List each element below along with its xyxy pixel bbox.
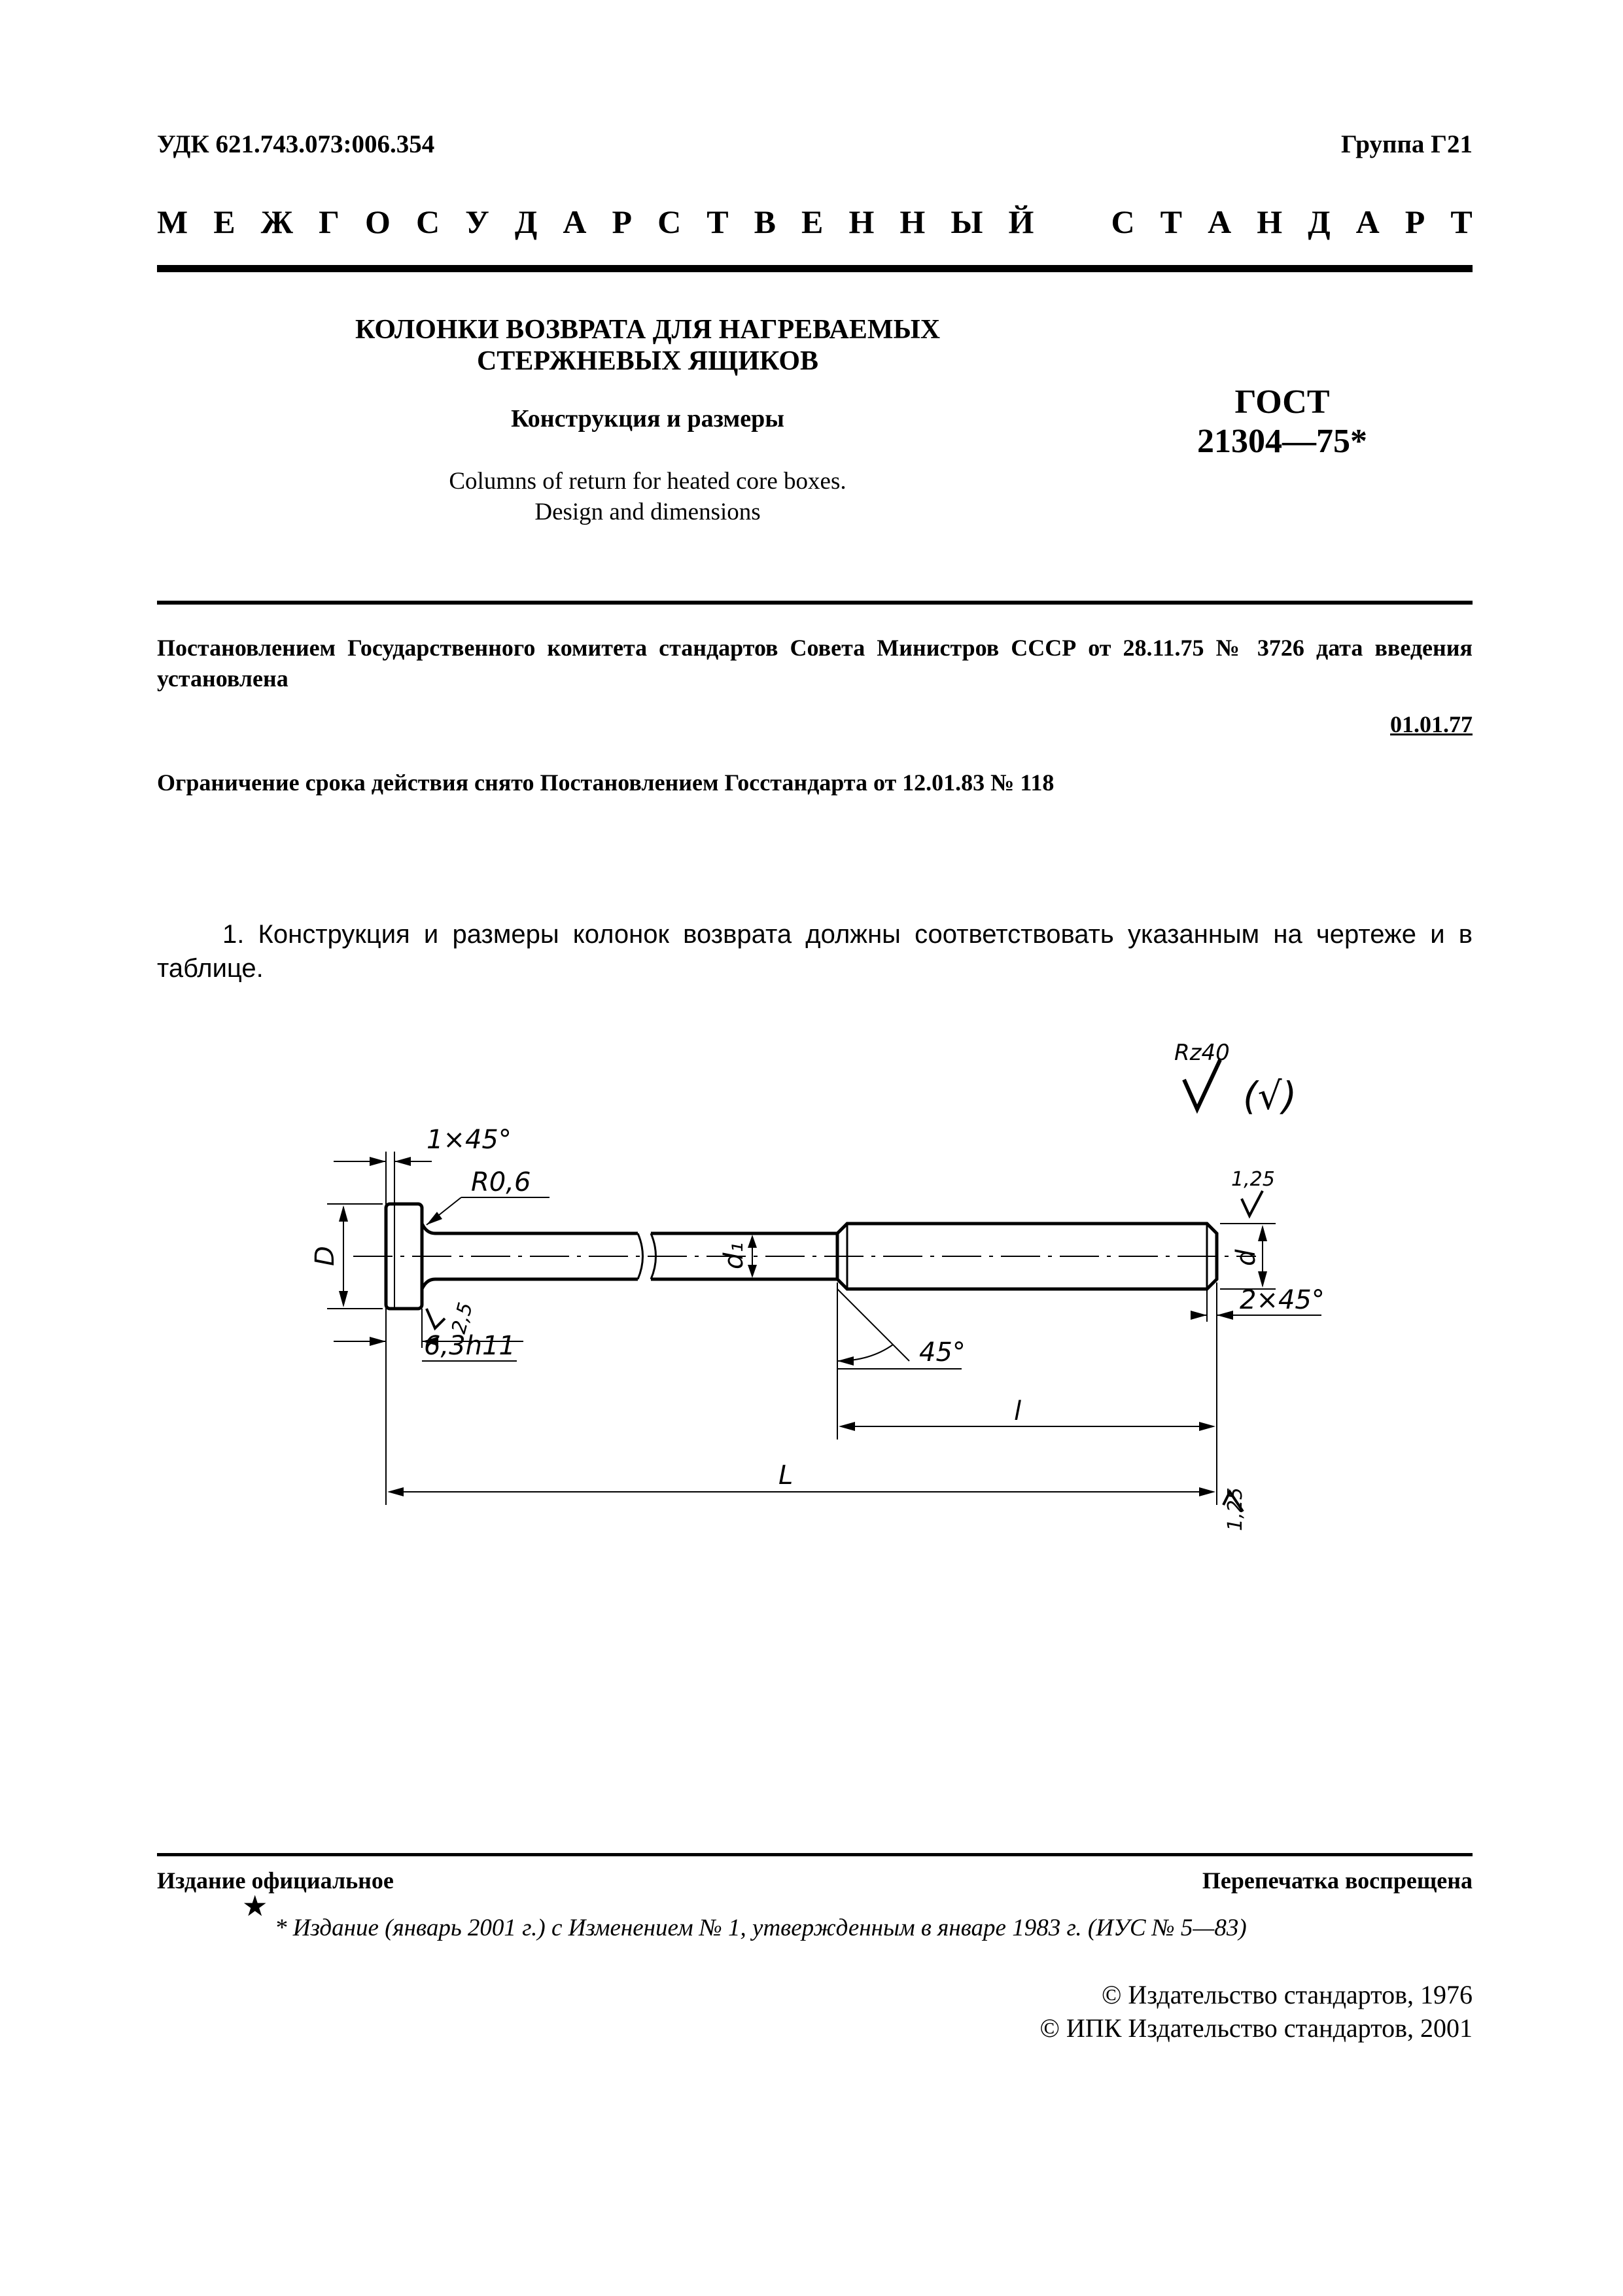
- interstate-standard-heading: [157, 203, 1473, 241]
- heading-letter: С: [657, 203, 682, 240]
- heading-letter: Р: [612, 203, 633, 240]
- thread-length-label: l: [1014, 1396, 1022, 1426]
- heading-letter: Т: [707, 203, 729, 240]
- group-code: Группа Г21: [1340, 130, 1473, 158]
- heading-letter: Н: [899, 203, 926, 240]
- arrow: [370, 1337, 386, 1346]
- title-line-2: СТЕРЖНЕВЫХ ЯЩИКОВ: [476, 346, 819, 376]
- paragraph-1: 1. Конструкция и размеры колонок возврата должны соответствовать указанным на чертеже и в таблице.: [157, 920, 1473, 983]
- gost-number: 21304—75*: [1197, 423, 1367, 460]
- copyright-1976: © Издательство стандартов, 1976: [1101, 1980, 1473, 2009]
- arrow: [1258, 1225, 1267, 1241]
- udk-code: УДК 621.743.073:006.354: [157, 130, 435, 158]
- arrow: [339, 1291, 348, 1307]
- radius-label: R0,6: [471, 1167, 531, 1197]
- arrow: [1191, 1311, 1207, 1320]
- english-title-line-1: Columns of return for heated core boxes.: [449, 468, 846, 495]
- diameter-end-label: d: [1231, 1249, 1261, 1266]
- heading-letter: В: [754, 203, 776, 240]
- document-subtitle: Конструкция и размеры: [511, 405, 784, 433]
- gost-designation: [1178, 383, 1387, 461]
- chamfer-head-label: 1×45°: [427, 1125, 512, 1155]
- rz-label: Rz40: [1174, 1040, 1230, 1066]
- top-rule: [157, 265, 1473, 272]
- heading-letter: Ы: [951, 203, 983, 240]
- heading-letter: А: [1208, 203, 1232, 240]
- heading-letter: Й: [1008, 203, 1034, 240]
- head-thickness-label: 6,3h11: [424, 1331, 515, 1361]
- heading-letter: Т: [1160, 203, 1183, 240]
- heading-letter: Н: [848, 203, 875, 240]
- heading-gap: [1059, 203, 1085, 241]
- arrow: [1199, 1487, 1215, 1496]
- heading-letter: С: [1111, 203, 1135, 240]
- heading-letter: Е: [213, 203, 236, 240]
- heading-letter: С: [415, 203, 440, 240]
- technical-drawing: [275, 1034, 1348, 1597]
- roughness-head-label: 2,5: [447, 1299, 478, 1337]
- middle-rule: [157, 601, 1473, 605]
- angle-arc: [837, 1345, 893, 1361]
- roughness-face-label: 1,25: [1224, 1487, 1247, 1531]
- limitation-text: Ограничение срока действия снято Постановлением Госстандарта от 12.01.83 № 118: [157, 769, 1055, 796]
- effective-date: 01.01.77: [1390, 711, 1473, 737]
- heading-letter: Г: [319, 203, 340, 240]
- bottom-rule: [157, 1853, 1473, 1856]
- heading-letter: Р: [1405, 203, 1425, 240]
- check-in-parentheses: (√): [1243, 1074, 1297, 1118]
- angle-leader: [837, 1289, 909, 1361]
- arrow: [839, 1422, 855, 1431]
- arrow: [1199, 1422, 1215, 1431]
- total-length-label: L: [778, 1460, 794, 1491]
- roughness-end-check-icon: [1242, 1191, 1263, 1216]
- arrow: [339, 1205, 348, 1222]
- document-title: [288, 314, 1007, 377]
- roughness-main-check-icon: [1184, 1060, 1220, 1109]
- heading-letter: А: [1355, 203, 1380, 240]
- arrow: [748, 1235, 757, 1248]
- roughness-head-check-icon: [427, 1309, 445, 1328]
- arrow: [837, 1356, 854, 1366]
- roughness-end-label: 1,25: [1231, 1168, 1275, 1191]
- heading-letter: Д: [1308, 203, 1331, 240]
- heading-letter: У: [465, 203, 489, 240]
- chamfer-end-label: 2×45°: [1240, 1285, 1325, 1315]
- heading-letter: Е: [801, 203, 824, 240]
- arrow: [370, 1157, 386, 1166]
- english-title-line-2: Design and dimensions: [534, 499, 761, 525]
- heading-letter: Н: [1257, 203, 1283, 240]
- heading-letter: Д: [514, 203, 538, 240]
- english-title: [288, 466, 1007, 527]
- title-line-1: КОЛОНКИ ВОЗВРАТА ДЛЯ НАГРЕВАЕМЫХ: [355, 315, 941, 345]
- angle-label: 45°: [919, 1337, 966, 1368]
- star-icon: ★: [242, 1890, 268, 1923]
- arrow: [748, 1265, 757, 1278]
- diameter-shank-label: d₁: [719, 1242, 749, 1269]
- heading-letter: Т: [1450, 203, 1473, 240]
- arrow: [1217, 1311, 1233, 1320]
- decree-text: Постановлением Государственного комитета стандартов Совета Министров СССР от 28.11.75 № 3726 дата введения установлена: [157, 635, 1473, 692]
- heading-letter: Ж: [260, 203, 294, 240]
- heading-letter: М: [157, 203, 188, 240]
- edition-note: * Издание (январь 2001 г.) с Изменением № 1, утвержденным в январе 1983 г. (ИУС № 5—83): [275, 1915, 1247, 1941]
- official-edition-label: Издание официальное: [157, 1867, 394, 1894]
- diameter-head-label: D: [310, 1246, 340, 1266]
- gost-label: ГОСТ: [1234, 383, 1330, 421]
- arrow: [387, 1487, 404, 1496]
- heading-letter: А: [563, 203, 587, 240]
- no-reprint-label: Перепечатка воспрещена: [1202, 1867, 1473, 1894]
- heading-letter: О: [365, 203, 391, 240]
- copyright-2001: © ИПК Издательство стандартов, 2001: [1039, 2013, 1473, 2043]
- arrow: [394, 1157, 411, 1166]
